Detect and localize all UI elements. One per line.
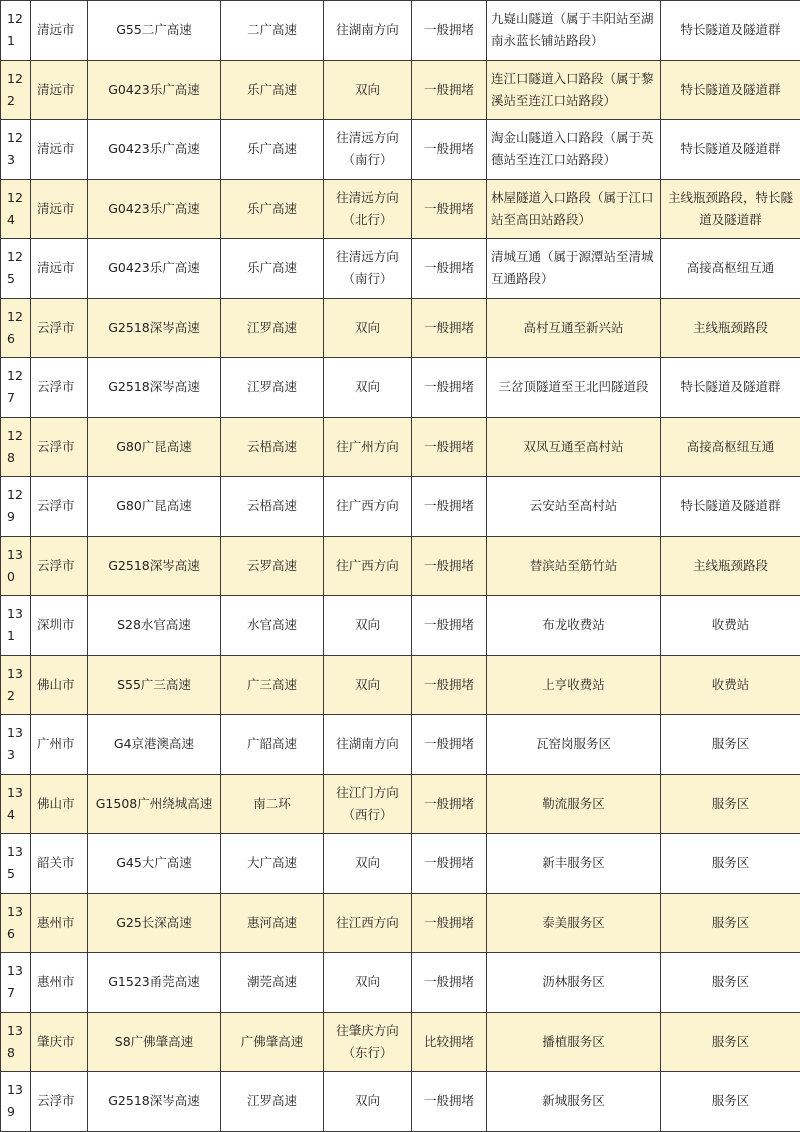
row-number: 123: [1, 120, 31, 180]
location-cell: 双凤互通至高村站: [487, 417, 661, 477]
road-cell: 广韶高速: [221, 715, 324, 775]
direction-cell: 双向: [324, 1072, 412, 1132]
route-cell: G1508广州绕城高速: [88, 774, 221, 834]
city-cell: 佛山市: [31, 655, 88, 715]
route-cell: G4京港澳高速: [88, 715, 221, 775]
city-cell: 云浮市: [31, 298, 88, 358]
route-cell: G0423乐广高速: [88, 60, 221, 120]
direction-cell: 往广西方向: [324, 477, 412, 537]
city-cell: 云浮市: [31, 417, 88, 477]
direction-cell: 双向: [324, 60, 412, 120]
row-number: 126: [1, 298, 31, 358]
road-cell: 二广高速: [221, 1, 324, 61]
row-number: 138: [1, 1012, 31, 1072]
row-number: 121: [1, 1, 31, 61]
location-cell: 泰美服务区: [487, 893, 661, 953]
congestion-level-cell: 一般拥堵: [412, 774, 487, 834]
row-number: 132: [1, 655, 31, 715]
congestion-level-cell: 一般拥堵: [412, 60, 487, 120]
location-cell: 播植服务区: [487, 1012, 661, 1072]
section-type-cell: 服务区: [661, 1012, 800, 1072]
congestion-level-cell: 一般拥堵: [412, 953, 487, 1013]
location-cell: 布龙收费站: [487, 596, 661, 656]
location-cell: 连江口隧道入口路段（属于黎溪站至连江口站路段）: [487, 60, 661, 120]
city-cell: 惠州市: [31, 953, 88, 1013]
table-body: [1, 1, 800, 1132]
location-cell: 新城服务区: [487, 1072, 661, 1132]
table-row: [1, 120, 800, 180]
road-cell: 云梧高速: [221, 477, 324, 537]
location-cell: 淘金山隧道入口路段（属于英德站至连江口站路段）: [487, 120, 661, 180]
congestion-level-cell: 一般拥堵: [412, 417, 487, 477]
direction-cell: 双向: [324, 655, 412, 715]
route-cell: G1523甬莞高速: [88, 953, 221, 1013]
location-cell: 沥林服务区: [487, 953, 661, 1013]
congestion-level-cell: 一般拥堵: [412, 596, 487, 656]
section-type-cell: 服务区: [661, 1072, 800, 1132]
city-cell: 清远市: [31, 60, 88, 120]
route-cell: S55广三高速: [88, 655, 221, 715]
section-type-cell: 特长隧道及隧道群: [661, 477, 800, 537]
city-cell: 云浮市: [31, 536, 88, 596]
road-cell: 广佛肇高速: [221, 1012, 324, 1072]
route-cell: S8广佛肇高速: [88, 1012, 221, 1072]
road-cell: 水官高速: [221, 596, 324, 656]
row-number: 136: [1, 893, 31, 953]
location-cell: 高村互通至新兴站: [487, 298, 661, 358]
direction-cell: 往清远方向（北行）: [324, 179, 412, 239]
direction-cell: 往广西方向: [324, 536, 412, 596]
section-type-cell: 服务区: [661, 715, 800, 775]
section-type-cell: 特长隧道及隧道群: [661, 120, 800, 180]
section-type-cell: 特长隧道及隧道群: [661, 60, 800, 120]
section-type-cell: 收费站: [661, 596, 800, 656]
direction-cell: 双向: [324, 358, 412, 418]
section-type-cell: 服务区: [661, 953, 800, 1013]
congestion-level-cell: 一般拥堵: [412, 358, 487, 418]
road-cell: 潮莞高速: [221, 953, 324, 1013]
road-cell: 南二环: [221, 774, 324, 834]
row-number: 122: [1, 60, 31, 120]
road-cell: 乐广高速: [221, 120, 324, 180]
road-cell: 乐广高速: [221, 239, 324, 299]
location-cell: 三岔顶隧道至王北凹隧道段: [487, 358, 661, 418]
route-cell: G2518深岑高速: [88, 1072, 221, 1132]
section-type-cell: 服务区: [661, 834, 800, 894]
congestion-level-cell: 一般拥堵: [412, 536, 487, 596]
city-cell: 云浮市: [31, 1072, 88, 1132]
congestion-level-cell: 一般拥堵: [412, 715, 487, 775]
row-number: 135: [1, 834, 31, 894]
congestion-level-cell: 一般拥堵: [412, 239, 487, 299]
location-cell: 九嶷山隧道（属于丰阳站至湖南永蓝长铺站路段）: [487, 1, 661, 61]
city-cell: 清远市: [31, 179, 88, 239]
congestion-level-cell: 一般拥堵: [412, 893, 487, 953]
route-cell: G80广昆高速: [88, 477, 221, 537]
direction-cell: 往广州方向: [324, 417, 412, 477]
direction-cell: 往清远方向（南行）: [324, 239, 412, 299]
location-cell: 勒流服务区: [487, 774, 661, 834]
section-type-cell: 主线瓶颈路段: [661, 536, 800, 596]
route-cell: S28水官高速: [88, 596, 221, 656]
row-number: 139: [1, 1072, 31, 1132]
road-cell: 江罗高速: [221, 298, 324, 358]
section-type-cell: 收费站: [661, 655, 800, 715]
table-row: [1, 298, 800, 358]
location-cell: 新丰服务区: [487, 834, 661, 894]
row-number: 134: [1, 774, 31, 834]
location-cell: 云安站至高村站: [487, 477, 661, 537]
direction-cell: 双向: [324, 298, 412, 358]
section-type-cell: 高接高枢纽互通: [661, 417, 800, 477]
city-cell: 清远市: [31, 239, 88, 299]
row-number: 130: [1, 536, 31, 596]
direction-cell: 往肇庆方向（东行）: [324, 1012, 412, 1072]
direction-cell: 双向: [324, 953, 412, 1013]
table-row: [1, 1012, 800, 1072]
city-cell: 广州市: [31, 715, 88, 775]
section-type-cell: 服务区: [661, 893, 800, 953]
route-cell: G55二广高速: [88, 1, 221, 61]
congestion-level-cell: 一般拥堵: [412, 477, 487, 537]
direction-cell: 双向: [324, 596, 412, 656]
route-cell: G45大广高速: [88, 834, 221, 894]
table-row: [1, 655, 800, 715]
road-cell: 江罗高速: [221, 358, 324, 418]
congestion-level-cell: 一般拥堵: [412, 834, 487, 894]
city-cell: 肇庆市: [31, 1012, 88, 1072]
location-cell: 清城互通（属于源潭站至清城互通路段）: [487, 239, 661, 299]
city-cell: 韶关市: [31, 834, 88, 894]
city-cell: 佛山市: [31, 774, 88, 834]
route-cell: G0423乐广高速: [88, 239, 221, 299]
row-number: 127: [1, 358, 31, 418]
direction-cell: 往江门方向（西行）: [324, 774, 412, 834]
location-cell: 替滨站至筋竹站: [487, 536, 661, 596]
row-number: 124: [1, 179, 31, 239]
congestion-level-cell: 一般拥堵: [412, 298, 487, 358]
row-number: 131: [1, 596, 31, 656]
road-cell: 广三高速: [221, 655, 324, 715]
congestion-level-cell: 一般拥堵: [412, 1, 487, 61]
road-cell: 惠河高速: [221, 893, 324, 953]
row-number: 133: [1, 715, 31, 775]
direction-cell: 往江西方向: [324, 893, 412, 953]
table-row: [1, 536, 800, 596]
route-cell: G0423乐广高速: [88, 120, 221, 180]
location-cell: 上亨收费站: [487, 655, 661, 715]
row-number: 125: [1, 239, 31, 299]
congestion-level-cell: 一般拥堵: [412, 1072, 487, 1132]
row-number: 129: [1, 477, 31, 537]
road-cell: 云罗高速: [221, 536, 324, 596]
section-type-cell: 特长隧道及隧道群: [661, 1, 800, 61]
table-row: [1, 953, 800, 1013]
route-cell: G2518深岑高速: [88, 536, 221, 596]
section-type-cell: 服务区: [661, 774, 800, 834]
table-row: [1, 358, 800, 418]
congestion-level-cell: 一般拥堵: [412, 179, 487, 239]
table-row: [1, 60, 800, 120]
table-row: [1, 1, 800, 61]
road-cell: 乐广高速: [221, 60, 324, 120]
table-row: [1, 477, 800, 537]
city-cell: 深圳市: [31, 596, 88, 656]
city-cell: 云浮市: [31, 477, 88, 537]
location-cell: 瓦窑岗服务区: [487, 715, 661, 775]
section-type-cell: 特长隧道及隧道群: [661, 358, 800, 418]
row-number: 128: [1, 417, 31, 477]
congestion-level-cell: 一般拥堵: [412, 655, 487, 715]
section-type-cell: 高接高枢纽互通: [661, 239, 800, 299]
route-cell: G25长深高速: [88, 893, 221, 953]
congestion-level-cell: 一般拥堵: [412, 120, 487, 180]
route-cell: G0423乐广高速: [88, 179, 221, 239]
direction-cell: 往湖南方向: [324, 1, 412, 61]
direction-cell: 往清远方向（南行）: [324, 120, 412, 180]
section-type-cell: 主线瓶颈路段，特长隧道及隧道群: [661, 179, 800, 239]
table-row: [1, 893, 800, 953]
direction-cell: 双向: [324, 834, 412, 894]
section-type-cell: 主线瓶颈路段: [661, 298, 800, 358]
city-cell: 惠州市: [31, 893, 88, 953]
table-row: [1, 715, 800, 775]
row-number: 137: [1, 953, 31, 1013]
city-cell: 清远市: [31, 1, 88, 61]
table-row: [1, 1072, 800, 1132]
direction-cell: 往湖南方向: [324, 715, 412, 775]
congestion-level-cell: 比较拥堵: [412, 1012, 487, 1072]
road-cell: 大广高速: [221, 834, 324, 894]
city-cell: 清远市: [31, 120, 88, 180]
road-cell: 乐广高速: [221, 179, 324, 239]
table-row: [1, 596, 800, 656]
table-row: [1, 179, 800, 239]
table-row: [1, 417, 800, 477]
route-cell: G2518深岑高速: [88, 298, 221, 358]
city-cell: 云浮市: [31, 358, 88, 418]
road-cell: 江罗高速: [221, 1072, 324, 1132]
road-cell: 云梧高速: [221, 417, 324, 477]
location-cell: 林屋隧道入口路段（属于江口站至高田站路段）: [487, 179, 661, 239]
table-row: [1, 834, 800, 894]
table-row: [1, 239, 800, 299]
route-cell: G80广昆高速: [88, 417, 221, 477]
table-row: [1, 774, 800, 834]
route-cell: G2518深岑高速: [88, 358, 221, 418]
